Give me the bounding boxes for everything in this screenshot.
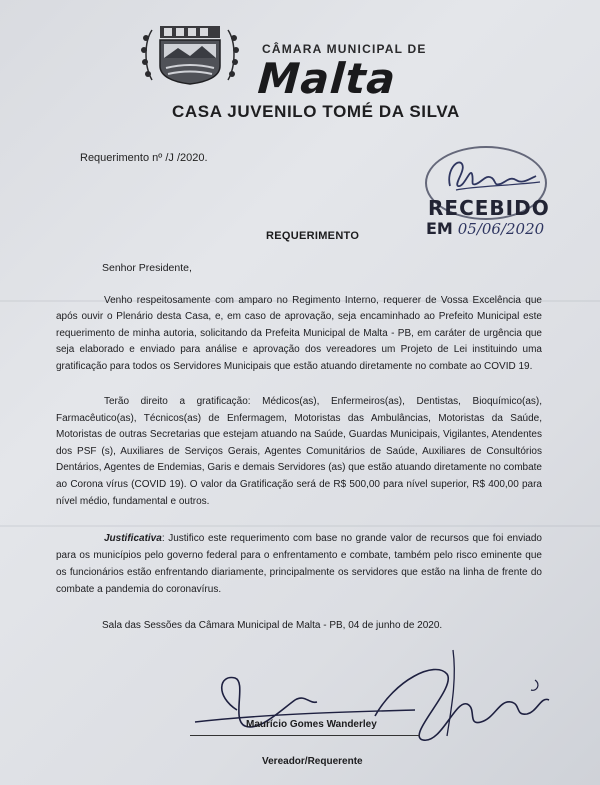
signer-name: Maurício Gomes Wanderley [246,719,377,730]
stamp-signature-icon [436,150,546,200]
city-name: Malta [256,54,398,103]
stamp-date-prefix: EM [426,219,453,238]
paragraph-request-text: Venho respeitosamente com amparo no Regimento Interno, requerer de Vossa Excelência que após ouvir o Plenário desta Casa, e, em caso de aprovação, seja encaminhado ao Prefeito Municipal este requerimento de minha autoria, solicitando da Prefeita Municipal de Malta - PB, em caráter de urgência que seja elaborado e enviado para análise e aprovação dos vereadores um Projeto de Lei instituindo uma gratificação para todos os Servidores Municipais que estão atuando diretamente no combate ao COVID 19. [56,295,542,372]
handwritten-signature-icon [185,640,585,760]
paragraph-justification [56,530,542,598]
chamber-name: CÂMARA MUNICIPAL DE [262,42,427,56]
paragraph-justification-text: : Justifico este requerimento com base no grande valor de recursos que foi enviado para os municípios pelo governo federal para o enfrentamento e combate, também pelo risco eminente que os funcionários estão enfrentando diariamente, principalmente os servidores que estão na linha de frente do combate a pandemia do coronavírus. [56,533,542,595]
request-number: Requerimento nº /J /2020. [80,152,208,164]
signer-role: Vereador/Requerente [262,756,363,767]
house-name: CASA JUVENILO TOMÉ DA SILVA [172,102,460,121]
document-title: REQUERIMENTO [266,230,360,242]
salutation: Senhor Presidente, [102,262,192,274]
stamp-date [426,219,544,238]
stamp-date-value: 05/06/2020 [457,220,545,238]
closing-line: Sala das Sessões da Câmara Municipal de Malta - PB, 04 de junho de 2020. [102,620,443,631]
paragraph-beneficiaries [56,394,542,510]
stamp-received-text: RECEBIDO [428,196,550,220]
paragraph-request [56,293,542,375]
justification-label: Justificativa [104,533,162,544]
paragraph-beneficiaries-text: Terão direito a gratificação: Médicos(as), Enfermeiros(as), Dentistas, Bioquímico(as), Farmacêutico(as), Técnicos(as) de Enfermagem, Motoristas das Ambulâncias, Motoristas da Saúde, Motoristas de outras Secretarias que estejam atuando na Saúde, Guardas Municipais, Vigilantes, Atendentes dos PSF (s), Auxiliares de Serviços Gerais, Agentes Comunitários de Saúde, Auxiliares de Consultórios Dentários, Agentes de Endemias, Garis e demais Servidores (as) que estão atuando diretamente no combate ao Corona vírus (COVID 19). O valor da Gratificação será de R$ 500,00 para nível superior, R$ 400,00 para nível médio, fundamental e outros. [56,396,542,507]
municipal-coat-of-arms-icon [138,22,242,86]
signature-line [190,735,420,736]
